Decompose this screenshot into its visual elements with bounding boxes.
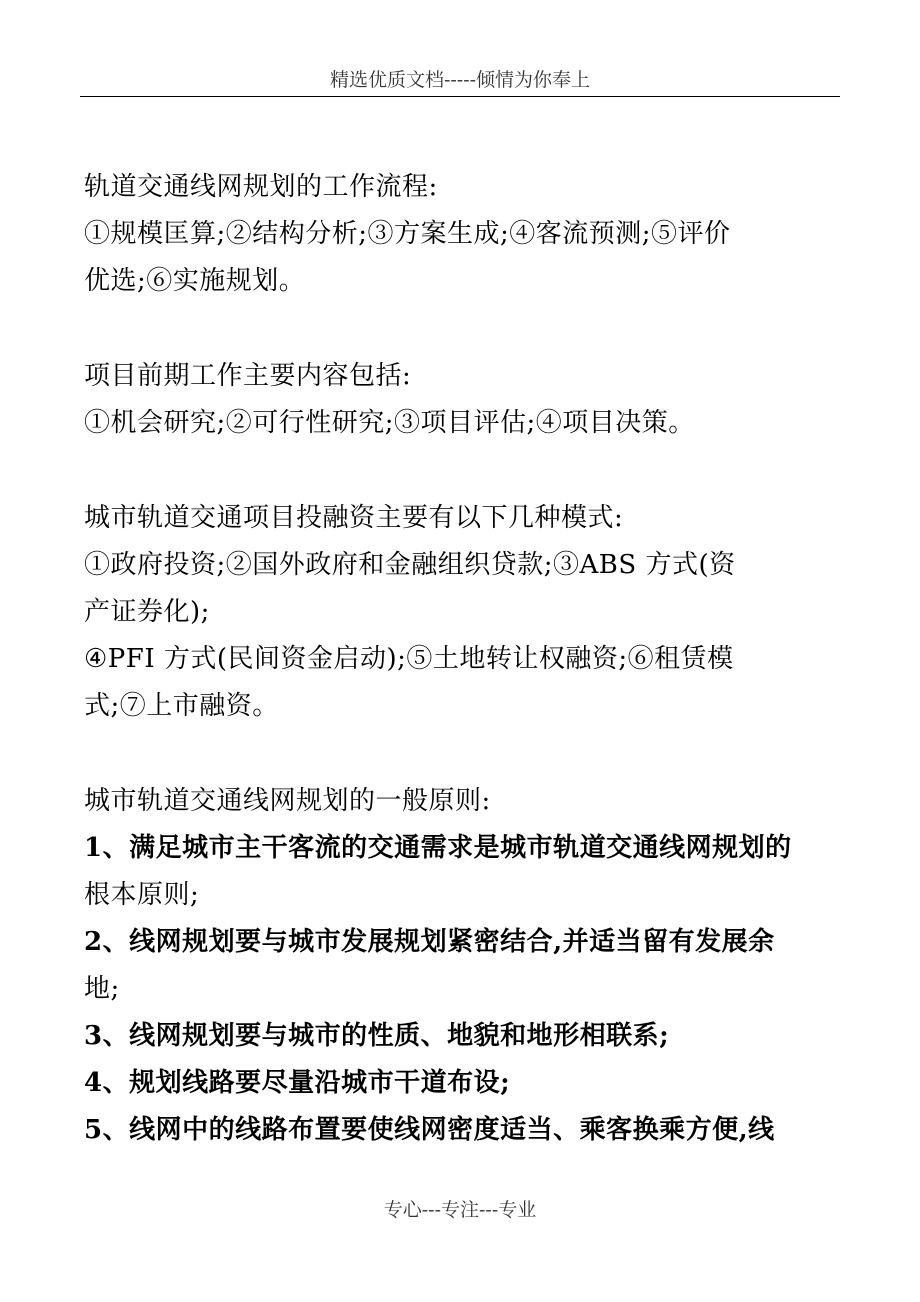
principle-line: 2、线网规划要与城市发展规划紧密结合,并适当留有发展余 [84, 927, 775, 957]
section-planning-principles [84, 778, 836, 1154]
paragraph-line: 产证券化); [84, 597, 210, 627]
principle-line: 5、线网中的线路布置要使线网密度适当、乘客换乘方便,线 [84, 1115, 775, 1145]
paragraph-line: ①政府投资;②国外政府和金融组织贷款;③ABS 方式(资 [84, 550, 736, 580]
paragraph-line: ①机会研究;②可行性研究;③项目评估;④项目决策。 [84, 408, 695, 438]
principle-line: 3、线网规划要与城市的性质、地貌和地形相联系; [84, 1021, 670, 1051]
paragraph-gap [84, 730, 836, 778]
paragraph-gap [84, 305, 836, 353]
section-workflow [84, 164, 836, 305]
section-heading: 城市轨道交通线网规划的一般原则: [84, 786, 491, 816]
paragraph-line: 优选;⑥实施规划。 [84, 266, 306, 296]
page-footer: 专心---专注---专业 [383, 1199, 537, 1221]
paragraph-line: ①规模匡算;②结构分析;③方案生成;④客流预测;⑤评价 [84, 219, 731, 249]
paragraph-line: 根本原则; [84, 880, 200, 910]
document-body [84, 164, 836, 1154]
section-financing-modes [84, 495, 836, 730]
paragraph-line: 地; [84, 974, 120, 1004]
page-header: 精选优质文档-----倾情为你奉上 [80, 66, 840, 97]
paragraph-gap [84, 447, 836, 495]
section-preliminary-work [84, 353, 836, 447]
section-heading: 项目前期工作主要内容包括: [84, 361, 412, 391]
paragraph-line: 式;⑦上市融资。 [84, 691, 279, 721]
section-heading: 轨道交通线网规划的工作流程: [84, 172, 438, 202]
principle-line: 4、规划线路要尽量沿城市干道布设; [84, 1068, 511, 1098]
principle-line: 1、满足城市主干客流的交通需求是城市轨道交通线网规划的 [84, 833, 792, 863]
section-heading: 城市轨道交通项目投融资主要有以下几种模式: [84, 503, 624, 533]
paragraph-line: ④PFI 方式(民间资金启动);⑤土地转让权融资;⑥租赁模 [84, 644, 734, 674]
